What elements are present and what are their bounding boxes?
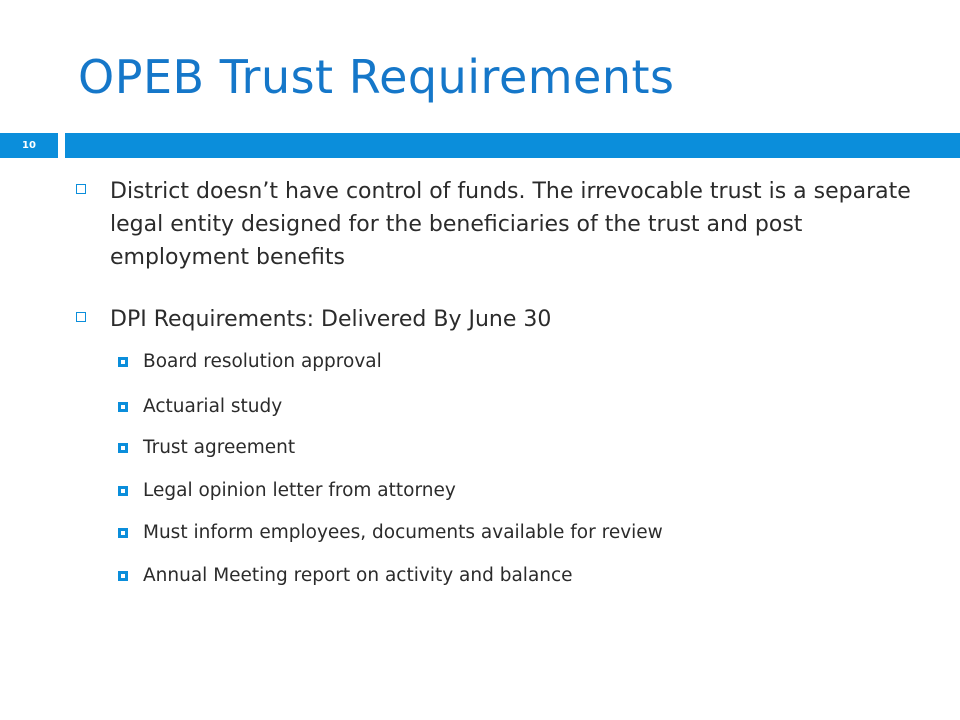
filled-square-bullet-icon	[118, 486, 128, 496]
sub-bullet-text: Board resolution approval	[143, 351, 382, 372]
filled-square-bullet-icon	[118, 528, 128, 538]
sub-bullet-text: Annual Meeting report on activity and balance	[143, 565, 573, 586]
hollow-square-bullet-icon	[76, 184, 86, 194]
slide-title: OPEB Trust Requirements	[78, 50, 675, 104]
filled-square-bullet-icon	[118, 357, 128, 367]
sub-bullet-text: Legal opinion letter from attorney	[143, 480, 456, 501]
sub-bullet-item	[118, 436, 918, 460]
sub-bullet-item	[118, 479, 918, 503]
filled-square-bullet-icon	[118, 571, 128, 581]
filled-square-bullet-icon	[118, 443, 128, 453]
sub-bullet-item	[118, 395, 918, 419]
filled-square-bullet-icon	[118, 402, 128, 412]
sub-bullet-text: Actuarial study	[143, 396, 283, 417]
bullet-text: DPI Requirements: Delivered By June 30	[110, 307, 552, 332]
sub-bullet-text: Must inform employees, documents available for review	[143, 522, 663, 543]
bullet-item	[76, 303, 916, 336]
sub-bullet-item	[118, 350, 918, 374]
sub-bullet-item	[118, 521, 918, 545]
sub-bullet-text: Trust agreement	[143, 437, 296, 458]
hollow-square-bullet-icon	[76, 312, 86, 322]
bullet-text: District doesn’t have control of funds. The irrevocable trust is a separate legal entity designed for the beneficiaries of the trust and post employment benefits	[110, 179, 911, 270]
bullet-item	[76, 175, 916, 274]
page-number-badge: 10	[0, 133, 58, 158]
sub-bullet-item	[118, 564, 918, 588]
